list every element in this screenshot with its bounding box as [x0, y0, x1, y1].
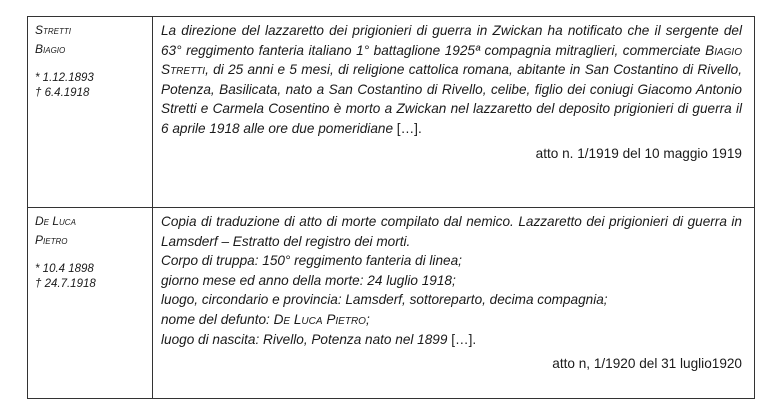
records-table: [27, 16, 755, 399]
record-reference: atto n, 1/1920 del 31 luglio1920: [552, 356, 742, 372]
record-row: [28, 17, 755, 208]
text-line: Corpo di truppa: 150° reggimento fanteria di linea;: [161, 253, 462, 269]
text-part: nome del defunto:: [161, 311, 274, 327]
person-cell: [28, 208, 153, 399]
record-row: [28, 208, 755, 399]
surname: Stretti: [35, 23, 71, 37]
text-line: luogo, circondario e provincia: Lamsderf, sottoreparto, decima compagnia;: [161, 292, 608, 308]
life-dates: [35, 262, 146, 292]
given-name: Pietro: [35, 233, 68, 247]
person-name-inline: De Luca Pietro: [273, 311, 366, 327]
person-cell: [28, 17, 153, 208]
person-name-inline: Biagio Stretti: [161, 42, 742, 78]
death-date: † 24.7.1918: [35, 278, 96, 290]
text-part: La direzione del lazzaretto dei prigionieri di guerra in Zwickan ha notificato che il sergente del 63° reggimento fanteria italiano 1° battaglione 1925ª compagnia mitraglieri, commerciate: [161, 23, 742, 58]
birth-date: * 1.12.1893: [35, 72, 94, 84]
birth-date: * 10.4 1898: [35, 263, 94, 275]
ellipsis: […].: [451, 331, 477, 347]
record-text-cell: [153, 208, 755, 399]
surname: De Luca: [35, 214, 76, 228]
given-name: Biagio: [35, 42, 66, 56]
record-text: [161, 212, 742, 349]
text-intro: Copia di traduzione di atto di morte compilato dal nemico. Lazzaretto dei prigionieri di guerra in Lamsderf – Estratto del registro dei morti.: [161, 214, 742, 249]
record-text: [161, 21, 742, 139]
text-line: giorno mese ed anno della morte: 24 luglio 1918;: [161, 272, 456, 288]
ellipsis: […].: [396, 120, 422, 136]
text-line: [161, 330, 742, 350]
text-part: ;: [365, 311, 370, 327]
text-line: [161, 310, 742, 330]
death-date: † 6.4.1918: [35, 87, 90, 99]
record-text-cell: [153, 17, 755, 208]
life-dates: [35, 71, 146, 101]
text-part: luogo di nascita: Rivello, Potenza nato nel 1899: [161, 331, 452, 347]
text-part: , di 25 anni e 5 mesi, di religione cattolica romana, abitante in San Costantino di Rivello, Potenza, Basilicata, nato a San Costantino di Rivello, celibe, figlio dei coniugi Giacomo Antonio Stretti e Carmela Cosentino è morto a Zwickan nel lazzaretto del deposito prigionieri di guerra il 6 aprile 1918 alle ore due pomeridiane: [161, 62, 742, 136]
record-reference: atto n. 1/1919 del 10 maggio 1919: [535, 145, 742, 161]
